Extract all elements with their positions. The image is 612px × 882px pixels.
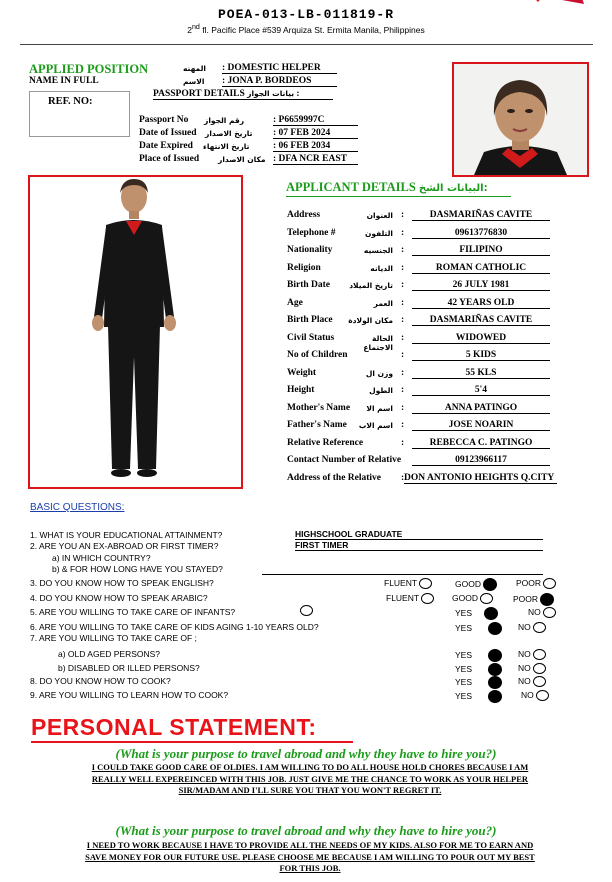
detail-value: 09123966117 bbox=[412, 455, 550, 466]
question-2b: b) & FOR HOW LONG HAVE YOU STAYED? bbox=[52, 564, 223, 574]
q7b-no-radio[interactable] bbox=[533, 663, 546, 674]
applied-position-label: APPLIED POSITION bbox=[29, 62, 149, 76]
detail-label-arabic: الحالة الاجتماع bbox=[363, 333, 393, 352]
q5-extra-radio[interactable] bbox=[300, 605, 313, 616]
q5-no-radio[interactable] bbox=[543, 607, 556, 618]
q7a-yes-radio[interactable] bbox=[488, 649, 502, 662]
detail-label-arabic: العمر bbox=[373, 298, 393, 308]
detail-value: DASMARIÑAS CAVITE bbox=[412, 315, 550, 326]
q7b-yes-radio[interactable] bbox=[488, 663, 502, 676]
detail-label: Telephone # bbox=[287, 227, 336, 238]
detail-label-arabic: الطول bbox=[369, 386, 393, 395]
applicant-full-body-photo bbox=[28, 175, 243, 489]
name-label: NAME IN FULL bbox=[29, 76, 99, 86]
place-issued-label: Place of Issued bbox=[139, 154, 200, 164]
basic-questions-title: BASIC QUESTIONS: bbox=[30, 502, 125, 513]
statement-question-2: (What is your purpose to travel abroad and why they have to hire you?) bbox=[115, 823, 497, 838]
q4-poor-radio[interactable] bbox=[540, 593, 554, 606]
q7b-no-option: NO bbox=[518, 663, 546, 674]
passport-no-label: Passport No bbox=[139, 115, 189, 125]
q3-poor-option: POOR bbox=[516, 578, 556, 589]
q5-yes-radio[interactable] bbox=[484, 607, 498, 620]
q6-no-radio[interactable] bbox=[533, 622, 546, 633]
detail-value: 42 YEARS OLD bbox=[412, 298, 550, 309]
date-expired-arabic: تاريخ الانتهاء bbox=[203, 142, 250, 151]
detail-colon: : bbox=[401, 297, 405, 308]
question-7a: a) OLD AGED PERSONS? bbox=[58, 649, 161, 659]
detail-label: Contact Number of Relative bbox=[287, 455, 402, 465]
detail-colon: : bbox=[401, 472, 405, 483]
detail-value: ANNA PATINGO bbox=[412, 403, 550, 414]
applied-position-arabic: المهنه bbox=[183, 64, 206, 73]
date-issued-arabic: تاريخ الاصدار bbox=[205, 129, 253, 138]
detail-value: WIDOWED bbox=[412, 333, 550, 344]
detail-value: DASMARIÑAS CAVITE bbox=[412, 210, 550, 221]
document-code: POEA-013-LB-011819-R bbox=[217, 7, 395, 22]
detail-value: 26 JULY 1981 bbox=[412, 280, 550, 291]
q7b-yes-option: YES bbox=[455, 663, 502, 676]
passport-no-arabic: رقم الجواز bbox=[204, 116, 245, 125]
question-6: 6. ARE YOU WILLING TO TAKE CARE OF KIDS AGING 1-10 YEARS OLD? bbox=[30, 622, 319, 632]
date-expired-label: Date Expired bbox=[139, 141, 193, 151]
detail-value: 09613776830 bbox=[412, 228, 550, 239]
statement-question-1: (What is your purpose to travel abroad and why they have to hire you?) bbox=[115, 746, 497, 761]
header-divider bbox=[20, 44, 593, 45]
detail-label: Address of the Relative bbox=[287, 472, 382, 483]
detail-colon: : bbox=[401, 315, 405, 325]
question-9: 9. ARE YOU WILLING TO LEARN HOW TO COOK? bbox=[30, 690, 229, 700]
q4-good-radio[interactable] bbox=[480, 593, 493, 604]
detail-label-arabic: اسم الاب bbox=[358, 421, 393, 430]
detail-label: Weight bbox=[287, 367, 317, 378]
detail-colon: : bbox=[401, 245, 405, 255]
detail-label-arabic: التلفون bbox=[364, 228, 393, 238]
q9-no-radio[interactable] bbox=[536, 690, 549, 701]
personal-statement-rule bbox=[31, 741, 353, 743]
q4-good-option: GOOD bbox=[452, 593, 493, 604]
statement-answer-1: I COULD TAKE GOOD CARE OF OLDIES. I AM WILLING TO DO ALL HOUSE HOLD CHORES BECAUSE I AM REALLY WELL EXPEREINCED WITH THIS JOB. JUST GIVE ME THE CHANCE TO WORK AS YOUR HELPER SIR/MADAM AND I'LL SURE YOU THAT YOU WON'T REGRET IT. bbox=[91, 762, 529, 795]
detail-value: 55 KLS bbox=[412, 368, 550, 379]
detail-value: REBECCA C. PATINGO bbox=[412, 438, 550, 449]
q4-fluent-option: FLUENT bbox=[386, 593, 434, 604]
detail-colon: : bbox=[401, 280, 405, 290]
detail-label: Relative Reference bbox=[287, 437, 364, 448]
q4-poor-option: POOR bbox=[513, 593, 554, 606]
answer-1: HIGHSCHOOL GRADUATE bbox=[295, 529, 543, 540]
q9-yes-option: YES bbox=[455, 690, 502, 703]
detail-label-arabic: وزن ال bbox=[365, 368, 393, 378]
detail-colon: : bbox=[401, 385, 405, 395]
detail-colon: : bbox=[401, 262, 405, 273]
detail-label: No of Children bbox=[287, 350, 348, 360]
detail-label-arabic: الجنسيه bbox=[363, 246, 393, 255]
detail-colon: : bbox=[401, 332, 405, 343]
detail-value: ROMAN CATHOLIC bbox=[412, 263, 550, 274]
detail-label: Nationality bbox=[287, 245, 333, 255]
statement-answer-2: I NEED TO WORK BECAUSE I HAVE TO PROVIDE ALL THE NEEDS OF MY KIDS. ALSO FOR ME TO EARN AND SAVE MONEY FOR OUR FUTURE USE. PLEASE CHOOSE ME BECAUSE I AM WILLING TO POUR OUT MY BEST FOR THIS JOB. bbox=[85, 840, 535, 873]
detail-colon: : bbox=[401, 227, 405, 238]
q5-yes-option: YES bbox=[455, 607, 498, 620]
date-expired-value: : 06 FEB 2034 bbox=[273, 141, 358, 152]
question-4: 4. DO YOU KNOW HOW TO SPEAK ARABIC? bbox=[30, 593, 208, 603]
q3-poor-radio[interactable] bbox=[543, 578, 556, 589]
detail-label: Mother's Name bbox=[287, 402, 351, 413]
applicant-headshot-photo bbox=[452, 62, 589, 177]
q8-yes-option: YES bbox=[455, 676, 502, 689]
applicant-details-underline bbox=[286, 196, 511, 197]
detail-colon: : bbox=[401, 350, 405, 360]
name-value: : JONA P. BORDEOS bbox=[222, 76, 337, 87]
detail-value: JOSE NOARIN bbox=[412, 420, 550, 431]
detail-label-arabic: تاريخ الميلاد bbox=[349, 281, 393, 290]
detail-value: 5'4 bbox=[412, 385, 550, 396]
q6-yes-option: YES bbox=[455, 622, 502, 635]
q3-good-option: GOOD bbox=[455, 578, 497, 591]
detail-label: Religion bbox=[287, 262, 321, 273]
question-7: 7. ARE YOU WILLING TO TAKE CARE OF ; bbox=[30, 633, 197, 643]
applied-position-value: : DOMESTIC HELPER bbox=[222, 63, 337, 74]
q9-yes-radio[interactable] bbox=[488, 690, 502, 703]
question-2a: a) IN WHICH COUNTRY? bbox=[52, 553, 151, 563]
passport-no-value: : P6659997C bbox=[273, 115, 358, 126]
question-5: 5. ARE YOU WILLING TO TAKE CARE OF INFANTS? bbox=[30, 607, 236, 617]
reference-number-box bbox=[29, 91, 130, 137]
passport-details-label: PASSPORT DETAILS بيانات الجواز : bbox=[153, 89, 333, 100]
q3-fluent-radio[interactable] bbox=[419, 578, 432, 589]
name-arabic: الاسم bbox=[183, 77, 205, 86]
question-8: 8. DO YOU KNOW HOW TO COOK? bbox=[30, 676, 171, 686]
q7a-yes-option: YES bbox=[455, 649, 502, 662]
detail-label: Address bbox=[287, 210, 321, 220]
place-issued-value: : DFA NCR EAST bbox=[273, 154, 358, 165]
date-issued-value: : 07 FEB 2024 bbox=[273, 128, 358, 139]
q8-yes-radio[interactable] bbox=[488, 676, 502, 689]
detail-label: Birth Place bbox=[287, 315, 333, 325]
agency-address: 2nd fl. Pacific Place #539 Arquiza St. Ermita Manila, Philippines bbox=[187, 23, 425, 35]
question-1: 1. WHAT IS YOUR EDUCATIONAL ATTAINMENT? bbox=[30, 530, 223, 540]
question-2: 2. ARE YOU AN EX-ABROAD OR FIRST TIMER? bbox=[30, 541, 219, 551]
detail-colon: : bbox=[401, 437, 405, 448]
applicant-details-title: APPLICANT DETAILS البيانات الشخ: bbox=[286, 180, 488, 194]
detail-colon: : bbox=[401, 210, 405, 220]
q3-fluent-option: FLUENT bbox=[384, 578, 432, 589]
detail-label: Height bbox=[287, 385, 315, 395]
detail-label-arabic: الديانه bbox=[370, 263, 393, 273]
personal-statement-title: PERSONAL STATEMENT: bbox=[31, 714, 317, 740]
detail-colon: : bbox=[401, 420, 405, 430]
detail-label-arabic: اسم الا bbox=[366, 403, 393, 413]
detail-label: Civil Status bbox=[287, 332, 335, 343]
detail-colon: : bbox=[401, 402, 405, 413]
detail-value: DON ANTONIO HEIGHTS Q.CITY bbox=[404, 473, 557, 484]
q4-fluent-radio[interactable] bbox=[421, 593, 434, 604]
detail-label: Father's Name bbox=[287, 420, 347, 430]
detail-label-arabic: العنوان bbox=[366, 211, 393, 220]
date-issued-label: Date of Issued bbox=[139, 128, 197, 138]
detail-label-arabic: مكان الولادة bbox=[348, 316, 393, 325]
detail-label: Age bbox=[287, 297, 303, 308]
q7a-no-option: NO bbox=[518, 649, 546, 660]
q8-no-radio[interactable] bbox=[533, 676, 546, 687]
question-7b: b) DISABLED OR ILLED PERSONS? bbox=[58, 663, 200, 673]
answer-2b-line bbox=[262, 574, 543, 575]
detail-value: 5 KIDS bbox=[412, 350, 550, 361]
q8-no-option: NO bbox=[518, 676, 546, 687]
agency-logo-left bbox=[20, 0, 120, 6]
detail-label: Birth Date bbox=[287, 280, 331, 290]
question-3: 3. DO YOU KNOW HOW TO SPEAK ENGLISH? bbox=[30, 578, 214, 588]
q9-no-option: NO bbox=[521, 690, 549, 701]
q6-no-option: NO bbox=[518, 622, 546, 633]
detail-colon: : bbox=[401, 367, 405, 378]
answer-2: FIRST TIMER bbox=[295, 540, 543, 551]
q3-good-radio[interactable] bbox=[483, 578, 497, 591]
q7a-no-radio[interactable] bbox=[533, 649, 546, 660]
place-issued-arabic: مكان الاصدار bbox=[218, 155, 266, 164]
q5-no-option: NO bbox=[528, 607, 556, 618]
reference-number-label: REF. NO: bbox=[48, 96, 93, 107]
detail-value: FILIPINO bbox=[412, 245, 550, 256]
q6-yes-radio[interactable] bbox=[488, 622, 502, 635]
